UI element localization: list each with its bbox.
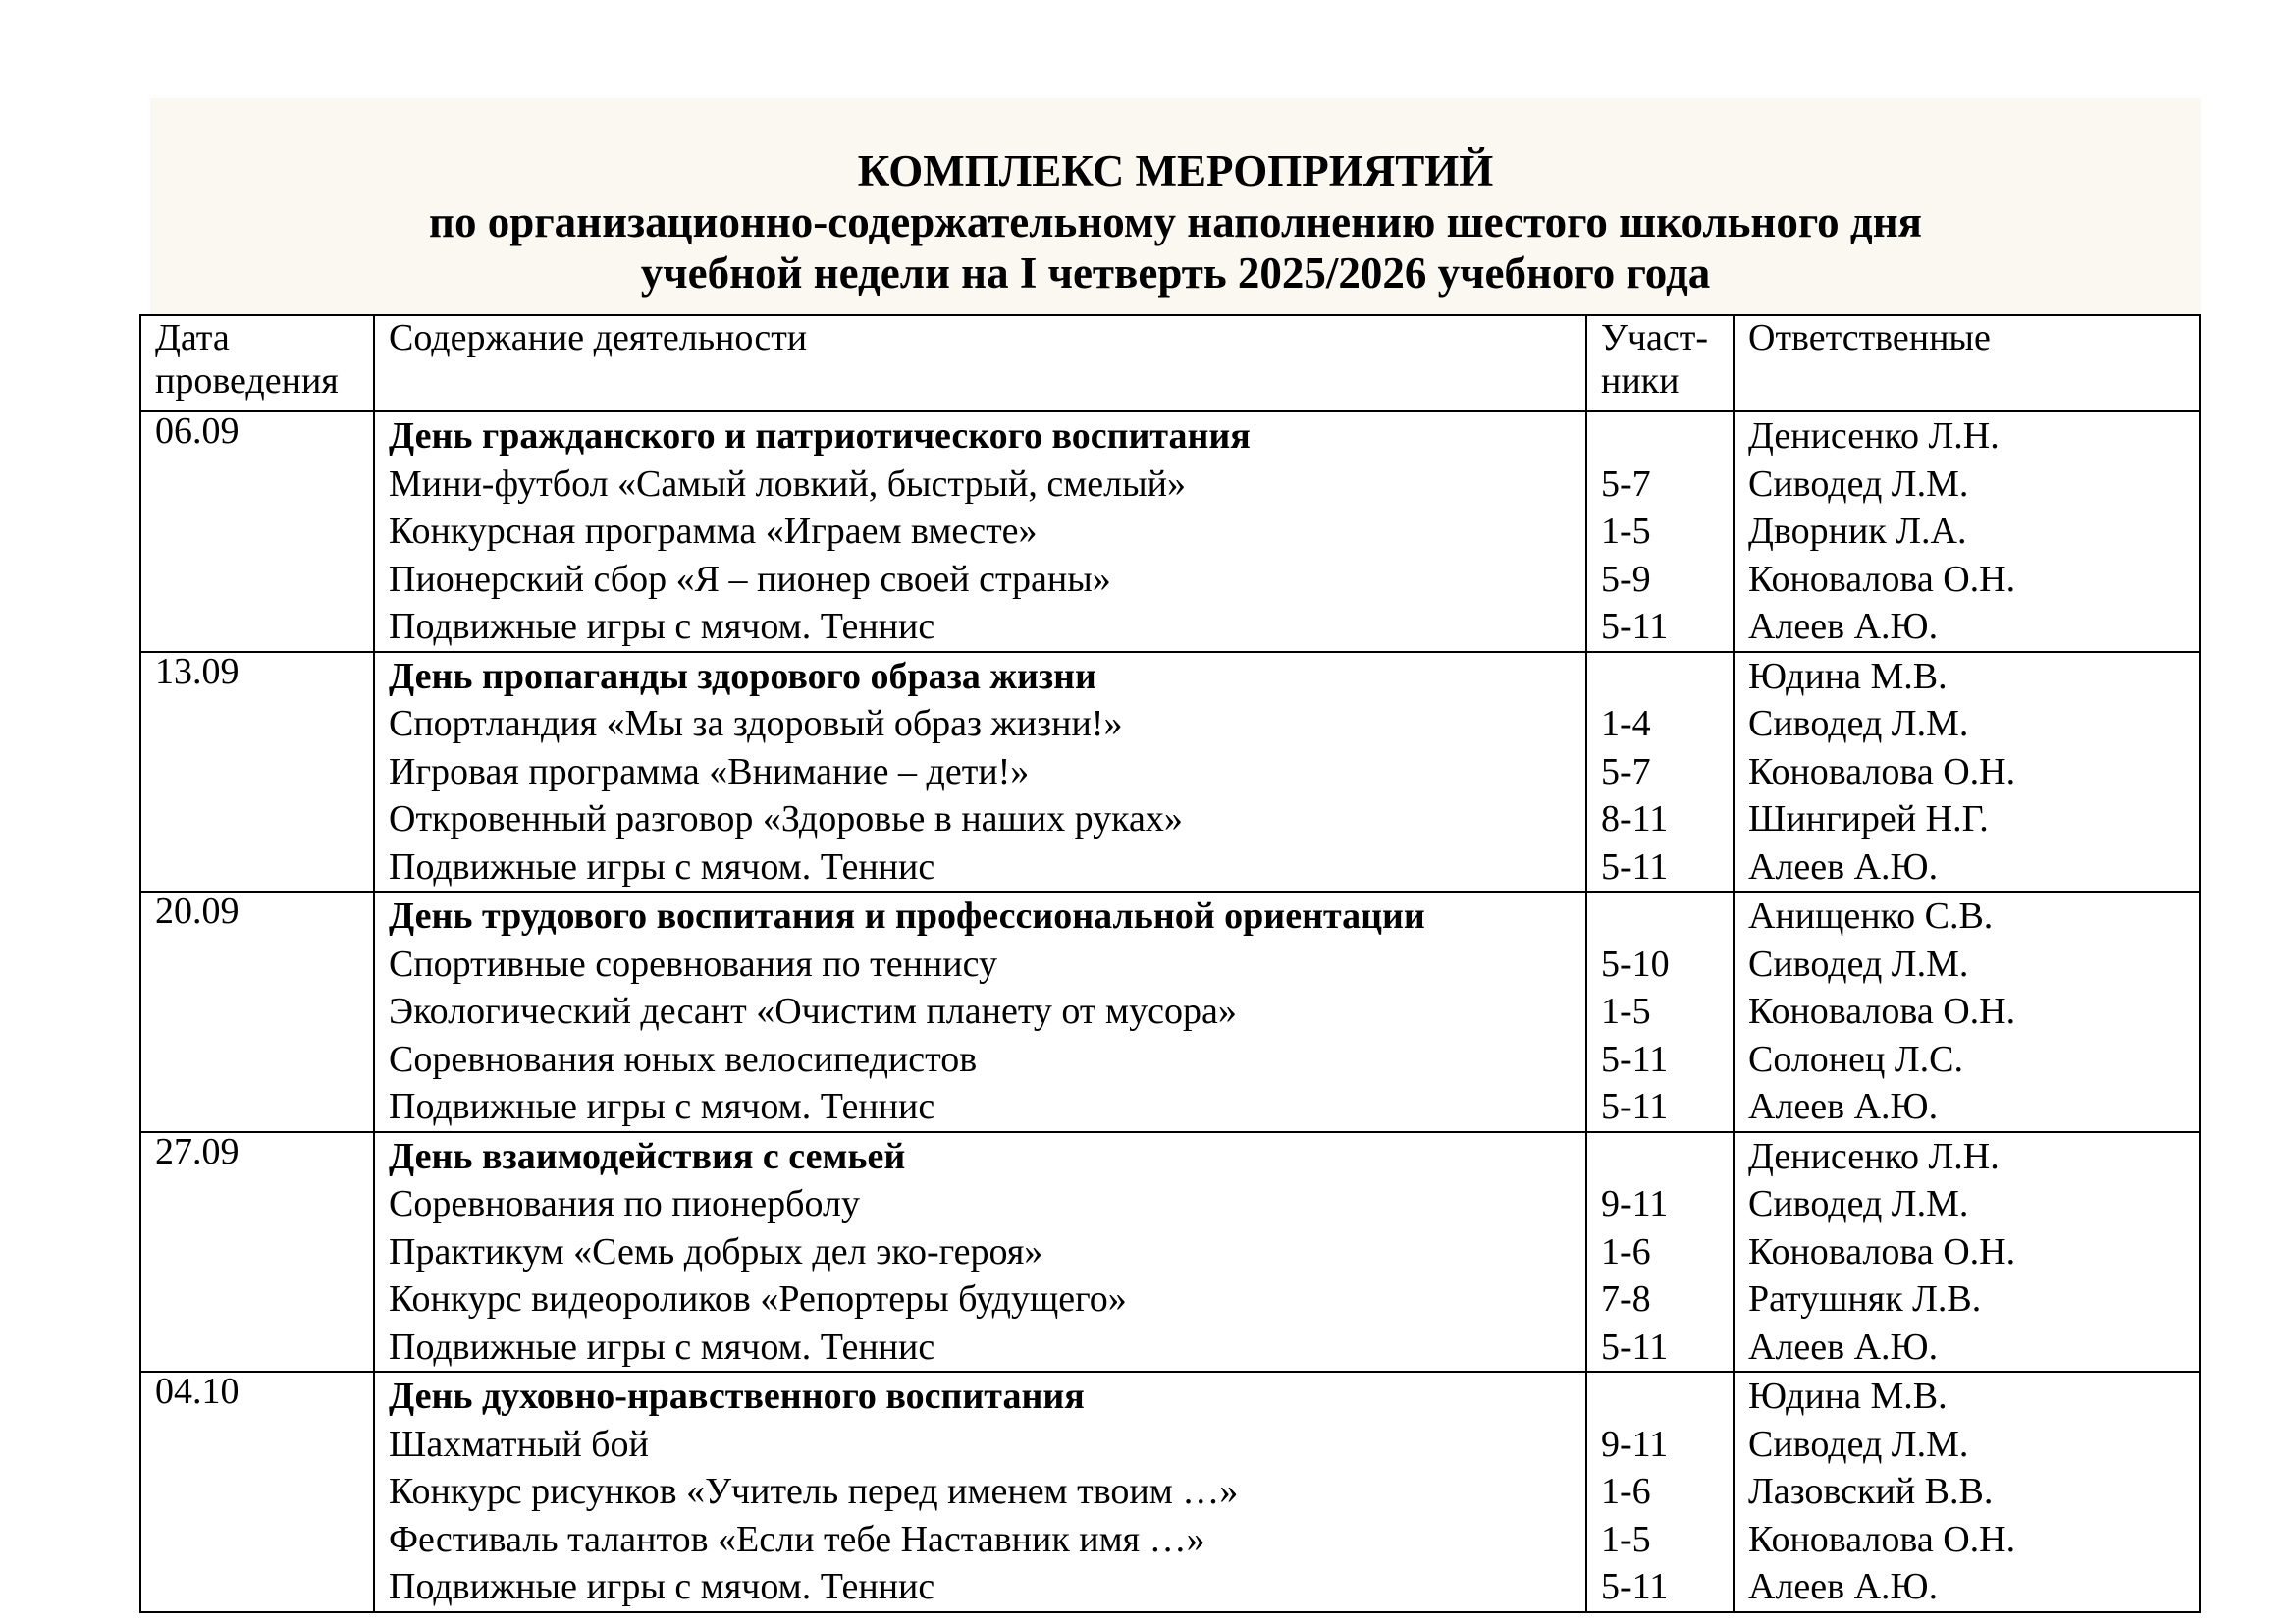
participants-empty	[1601, 412, 1733, 460]
event-responsible: Сиводед Л.М.	[1748, 703, 1969, 744]
participants-empty	[1601, 1373, 1733, 1421]
event-name: Фестиваль талантов «Если тебе Наставник имя …»	[389, 1518, 1205, 1560]
event-responsible: Лазовский В.В.	[1748, 1471, 1994, 1512]
event-responsible: Сиводед Л.М.	[1748, 462, 1969, 505]
event-participants: 5-11	[1601, 1566, 1669, 1607]
table-row	[140, 1372, 2200, 1612]
participants-lines	[1587, 1373, 1733, 1611]
event-name: Конкурс рисунков «Учитель перед именем твоим …»	[389, 1471, 1239, 1512]
schedule-table	[139, 314, 2201, 1613]
header-participants-line-1: Участ-	[1601, 317, 1709, 358]
event-name: Подвижные игры с мячом. Теннис	[389, 606, 935, 647]
table-row	[140, 411, 2200, 652]
participants-empty	[1601, 1133, 1733, 1181]
day-theme: День взаимодействия с семьей	[389, 1135, 906, 1177]
event-participants: 1-5	[1601, 511, 1651, 552]
event-participants: 5-11	[1601, 1038, 1669, 1080]
table-header-row	[140, 315, 2200, 411]
event-responsible: Дворник Л.А.	[1748, 511, 1967, 552]
participants-lines	[1587, 1133, 1733, 1372]
event-name: Практикум «Семь добрых дел эко-героя»	[389, 1230, 1043, 1272]
event-date: 06.09	[155, 410, 240, 452]
event-participants: 5-7	[1601, 750, 1651, 792]
content-lines	[375, 412, 1585, 651]
participants-cell	[1586, 652, 1734, 893]
content-lines	[375, 1133, 1585, 1372]
event-responsible: Алеев А.Ю.	[1748, 1086, 1939, 1127]
participants-cell	[1586, 411, 1734, 652]
content-lines	[375, 893, 1585, 1131]
header-date-line-1: Дата	[155, 317, 230, 358]
document-title	[150, 145, 2201, 298]
event-participants: 1-5	[1601, 991, 1651, 1032]
responsible-lines	[1735, 893, 2199, 1131]
event-name: Игровая программа «Внимание – дети!»	[389, 750, 1030, 792]
responsible-lines	[1735, 1373, 2199, 1611]
table-row	[140, 892, 2200, 1132]
date-cell	[140, 1132, 374, 1373]
event-participants: 8-11	[1601, 798, 1669, 839]
event-name: Подвижные игры с мячом. Теннис	[389, 1086, 935, 1127]
event-responsible: Алеев А.Ю.	[1748, 1326, 1939, 1368]
event-participants: 5-11	[1601, 1086, 1669, 1127]
event-participants: 9-11	[1601, 1183, 1669, 1224]
date-cell	[140, 1372, 374, 1612]
event-responsible: Коновалова О.Н.	[1748, 1518, 2016, 1560]
event-name: Откровенный разговор «Здоровье в наших руках»	[389, 798, 1183, 839]
event-name: Спортивные соревнования по теннису	[389, 943, 997, 985]
date-cell	[140, 411, 374, 652]
table-row	[140, 1132, 2200, 1373]
responsible-cell	[1734, 892, 2200, 1132]
event-date: 20.09	[155, 891, 240, 932]
theme-responsible: Юдина М.В.	[1748, 655, 1948, 697]
participants-lines	[1587, 412, 1733, 651]
event-responsible: Сиводед Л.М.	[1748, 1183, 1969, 1224]
content-lines	[375, 653, 1585, 892]
content-cell	[374, 411, 1586, 652]
event-participants: 5-11	[1601, 1326, 1669, 1368]
event-participants: 5-11	[1601, 606, 1669, 647]
header-content-label: Содержание деятельности	[389, 317, 808, 358]
event-responsible: Сиводед Л.М.	[1748, 1423, 1969, 1465]
responsible-cell	[1734, 1132, 2200, 1373]
responsible-lines	[1735, 412, 2199, 651]
event-participants: 5-10	[1601, 943, 1670, 985]
event-name: Мини-футбол «Самый ловкий, быстрый, смелый»	[389, 462, 1186, 505]
event-responsible: Алеев А.Ю.	[1748, 606, 1939, 647]
event-participants: 7-8	[1601, 1278, 1651, 1320]
event-date: 04.10	[155, 1371, 240, 1412]
event-responsible: Солонец Л.С.	[1748, 1038, 1963, 1080]
event-participants: 1-6	[1601, 1471, 1651, 1512]
responsible-cell	[1734, 1372, 2200, 1612]
participants-lines	[1587, 653, 1733, 892]
event-responsible: Шингирей Н.Г.	[1748, 798, 1989, 839]
day-theme: День гражданского и патриотического воспитания	[389, 415, 1251, 457]
header-date	[140, 315, 374, 411]
event-participants: 1-4	[1601, 703, 1651, 744]
event-name: Подвижные игры с мячом. Теннис	[389, 845, 935, 888]
responsible-cell	[1734, 652, 2200, 893]
event-date: 13.09	[155, 650, 240, 692]
event-responsible: Сиводед Л.М.	[1748, 943, 1969, 985]
event-responsible: Коновалова О.Н.	[1748, 1230, 2016, 1272]
event-responsible: Коновалова О.Н.	[1748, 558, 2016, 600]
title-line-1: КОМПЛЕКС МЕРОПРИЯТИЙ	[857, 146, 1494, 195]
table-row	[140, 652, 2200, 893]
date-cell	[140, 652, 374, 893]
event-responsible: Ратушняк Л.В.	[1748, 1278, 1982, 1320]
participants-cell	[1586, 1132, 1734, 1373]
header-date-line-2: проведения	[155, 360, 339, 402]
event-name: Конкурсная программа «Играем вместе»	[389, 511, 1038, 552]
header-responsible-label: Ответственные	[1748, 317, 1991, 358]
day-theme: День пропаганды здорового образа жизни	[389, 655, 1096, 697]
participants-cell	[1586, 1372, 1734, 1612]
event-name: Конкурс видеороликов «Репортеры будущего»	[389, 1278, 1127, 1320]
event-responsible: Коновалова О.Н.	[1748, 991, 2016, 1032]
event-name: Спортландия «Мы за здоровый образ жизни!»	[389, 703, 1123, 744]
schedule-body	[140, 411, 2200, 1612]
event-participants: 1-6	[1601, 1230, 1651, 1272]
header-participants-line-2: ники	[1601, 360, 1680, 402]
content-lines	[375, 1373, 1585, 1611]
event-participants: 9-11	[1601, 1423, 1669, 1465]
event-responsible: Алеев А.Ю.	[1748, 1566, 1939, 1607]
responsible-lines	[1735, 1133, 2199, 1372]
date-cell	[140, 892, 374, 1132]
content-cell	[374, 892, 1586, 1132]
day-theme: День трудового воспитания и профессиональной ориентации	[389, 895, 1425, 937]
title-line-3: учебной недели на I четверть 2025/2026 учебного года	[640, 248, 1711, 298]
theme-responsible: Денисенко Л.Н.	[1748, 1135, 2000, 1177]
theme-responsible: Анищенко С.В.	[1748, 895, 1994, 937]
responsible-lines	[1735, 653, 2199, 892]
event-participants: 1-5	[1601, 1518, 1651, 1560]
event-participants: 5-9	[1601, 558, 1651, 600]
content-cell	[374, 1372, 1586, 1612]
event-name: Соревнования по пионерболу	[389, 1183, 860, 1224]
content-cell	[374, 1132, 1586, 1373]
theme-responsible: Денисенко Л.Н.	[1748, 415, 2000, 457]
participants-empty	[1601, 893, 1733, 941]
event-participants: 5-11	[1601, 845, 1669, 888]
event-responsible: Коновалова О.Н.	[1748, 750, 2016, 792]
header-responsible	[1734, 315, 2200, 411]
theme-responsible: Юдина М.В.	[1748, 1376, 1948, 1417]
event-name: Пионерский сбор «Я – пионер своей страны»	[389, 558, 1111, 600]
participants-cell	[1586, 892, 1734, 1132]
event-name: Подвижные игры с мячом. Теннис	[389, 1566, 935, 1607]
event-participants: 5-7	[1601, 462, 1651, 505]
header-participants	[1586, 315, 1734, 411]
event-name: Шахматный бой	[389, 1423, 649, 1465]
event-date: 27.09	[155, 1130, 240, 1172]
event-name: Соревнования юных велосипедистов	[389, 1038, 978, 1080]
day-theme: День духовно-нравственного воспитания	[389, 1376, 1085, 1417]
content-cell	[374, 652, 1586, 893]
participants-empty	[1601, 653, 1733, 701]
event-responsible: Алеев А.Ю.	[1748, 845, 1939, 888]
responsible-cell	[1734, 411, 2200, 652]
event-name: Экологический десант «Очистим планету от мусора»	[389, 991, 1237, 1032]
event-name: Подвижные игры с мячом. Теннис	[389, 1326, 935, 1368]
header-content	[374, 315, 1586, 411]
title-line-2: по организационно-содержательному наполнению шестого школьного дня	[429, 197, 1922, 246]
participants-lines	[1587, 893, 1733, 1131]
